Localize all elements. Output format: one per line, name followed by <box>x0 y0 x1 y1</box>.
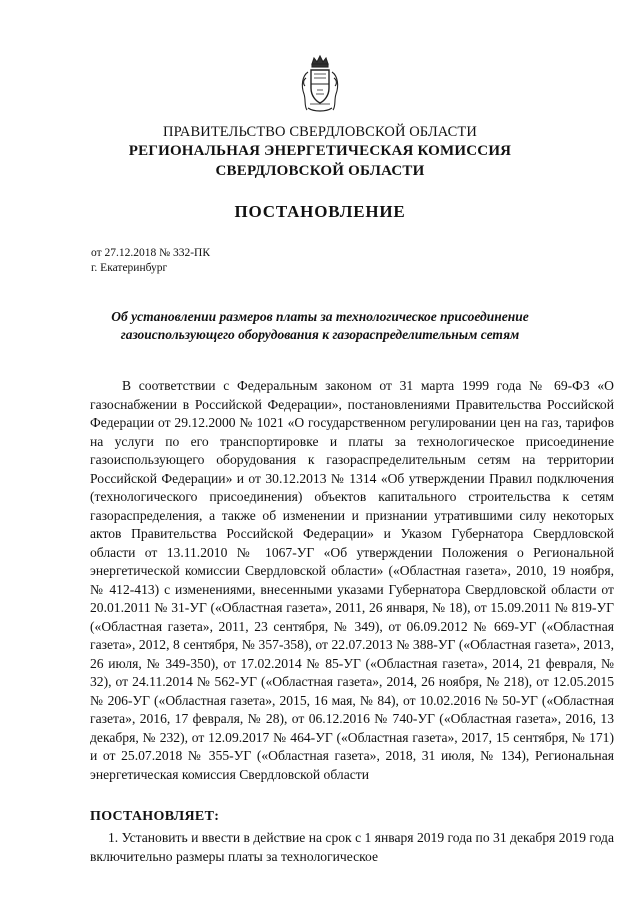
document-city: г. Екатеринбург <box>91 262 168 274</box>
decree-word: ПОСТАНОВЛЯЕТ: <box>90 809 220 824</box>
government-name: ПРАВИТЕЛЬСТВО СВЕРДЛОВСКОЙ ОБЛАСТИ <box>163 124 477 140</box>
commission-name: РЕГИОНАЛЬНАЯ ЭНЕРГЕТИЧЕСКАЯ КОМИССИЯ <box>128 143 512 159</box>
preamble-paragraph: В соответствии с Федеральным законом от 31 марта 1999 года № 69-ФЗ «О газоснабжении в Российской Федерации», постановлениями Правительства Российской Федерации от 29.12.2000 № 1021 «О государственном регулировании цен на газ, тарифов на услуги по его транспортировке и платы за технологическое присоединение газоиспользующего оборудования к газораспределительным сетям на территории Российской Федерации» и от 30.12.2013 № 1314 «Об утверждении Правил подключения (технологического присоединения) объектов капитального строительства к сетям газораспределения, а также об изменении и признании утратившими силу некоторых актов Правительства Российской Федерации» и Указом Губернатора Свердловской области от 13.11.2010 № 1067-УГ «Об утверждении Положения о Региональной энергетической комиссии Свердловской области» («Областная газета», 2010, 19 ноября, № 412-413) с изменениями, внесенными указами Губернатора Свердловской области от 20.01.2011 № 31-УГ («Областная газета», 2011, 26 января, № 18), от 15.09.2011 № 819-УГ («Областная газета», 2011, 23 сентября, № 349), от 06.09.2012 № 669-УГ («Областная газета», 2012, 8 сентября, № 357-358), от 22.07.2013 № 388-УГ («Областная газета», 2013, 26 июля, № 349-350), от 17.02.2014 № 85-УГ («Областная газета», 2014, 21 февраля, № 32), от 24.11.2014 № 562-УГ («Областная газета», 2014, 26 ноября, № 218), от 12.05.2015 № 206-УГ («Областная газета», 2015, 16 мая, № 84), от 10.02.2016 № 50-УГ («Областная газета», 2016, 17 февраля, № 28), от 06.12.2016 № 740-УГ («Областная газета», 2016, 13 декабря, № 232), от 12.09.2017 № 464-УГ («Областная газета», 2017, 15 сентября, № 171) и от 25.07.2018 № 355-УГ («Областная газета», 2018, 31 июля, № 134), Региональная энергетическая комиссия Свердловской области <box>90 378 614 782</box>
document-subject: Об установлении размеров платы за технологическое присоединение газоиспользующего оборудования к газораспределительным сетям <box>111 309 529 342</box>
document-number: от 27.12.2018 № 332-ПК <box>91 247 211 259</box>
document-type-title: ПОСТАНОВЛЕНИЕ <box>234 202 406 221</box>
commission-region: СВЕРДЛОВСКОЙ ОБЛАСТИ <box>215 163 425 179</box>
coat-of-arms-icon <box>298 54 342 114</box>
decree-item-1: 1. Установить и ввести в действие на срок с 1 января 2019 года по 31 декабря 2019 года включительно размеры платы за технологическое <box>90 830 614 864</box>
